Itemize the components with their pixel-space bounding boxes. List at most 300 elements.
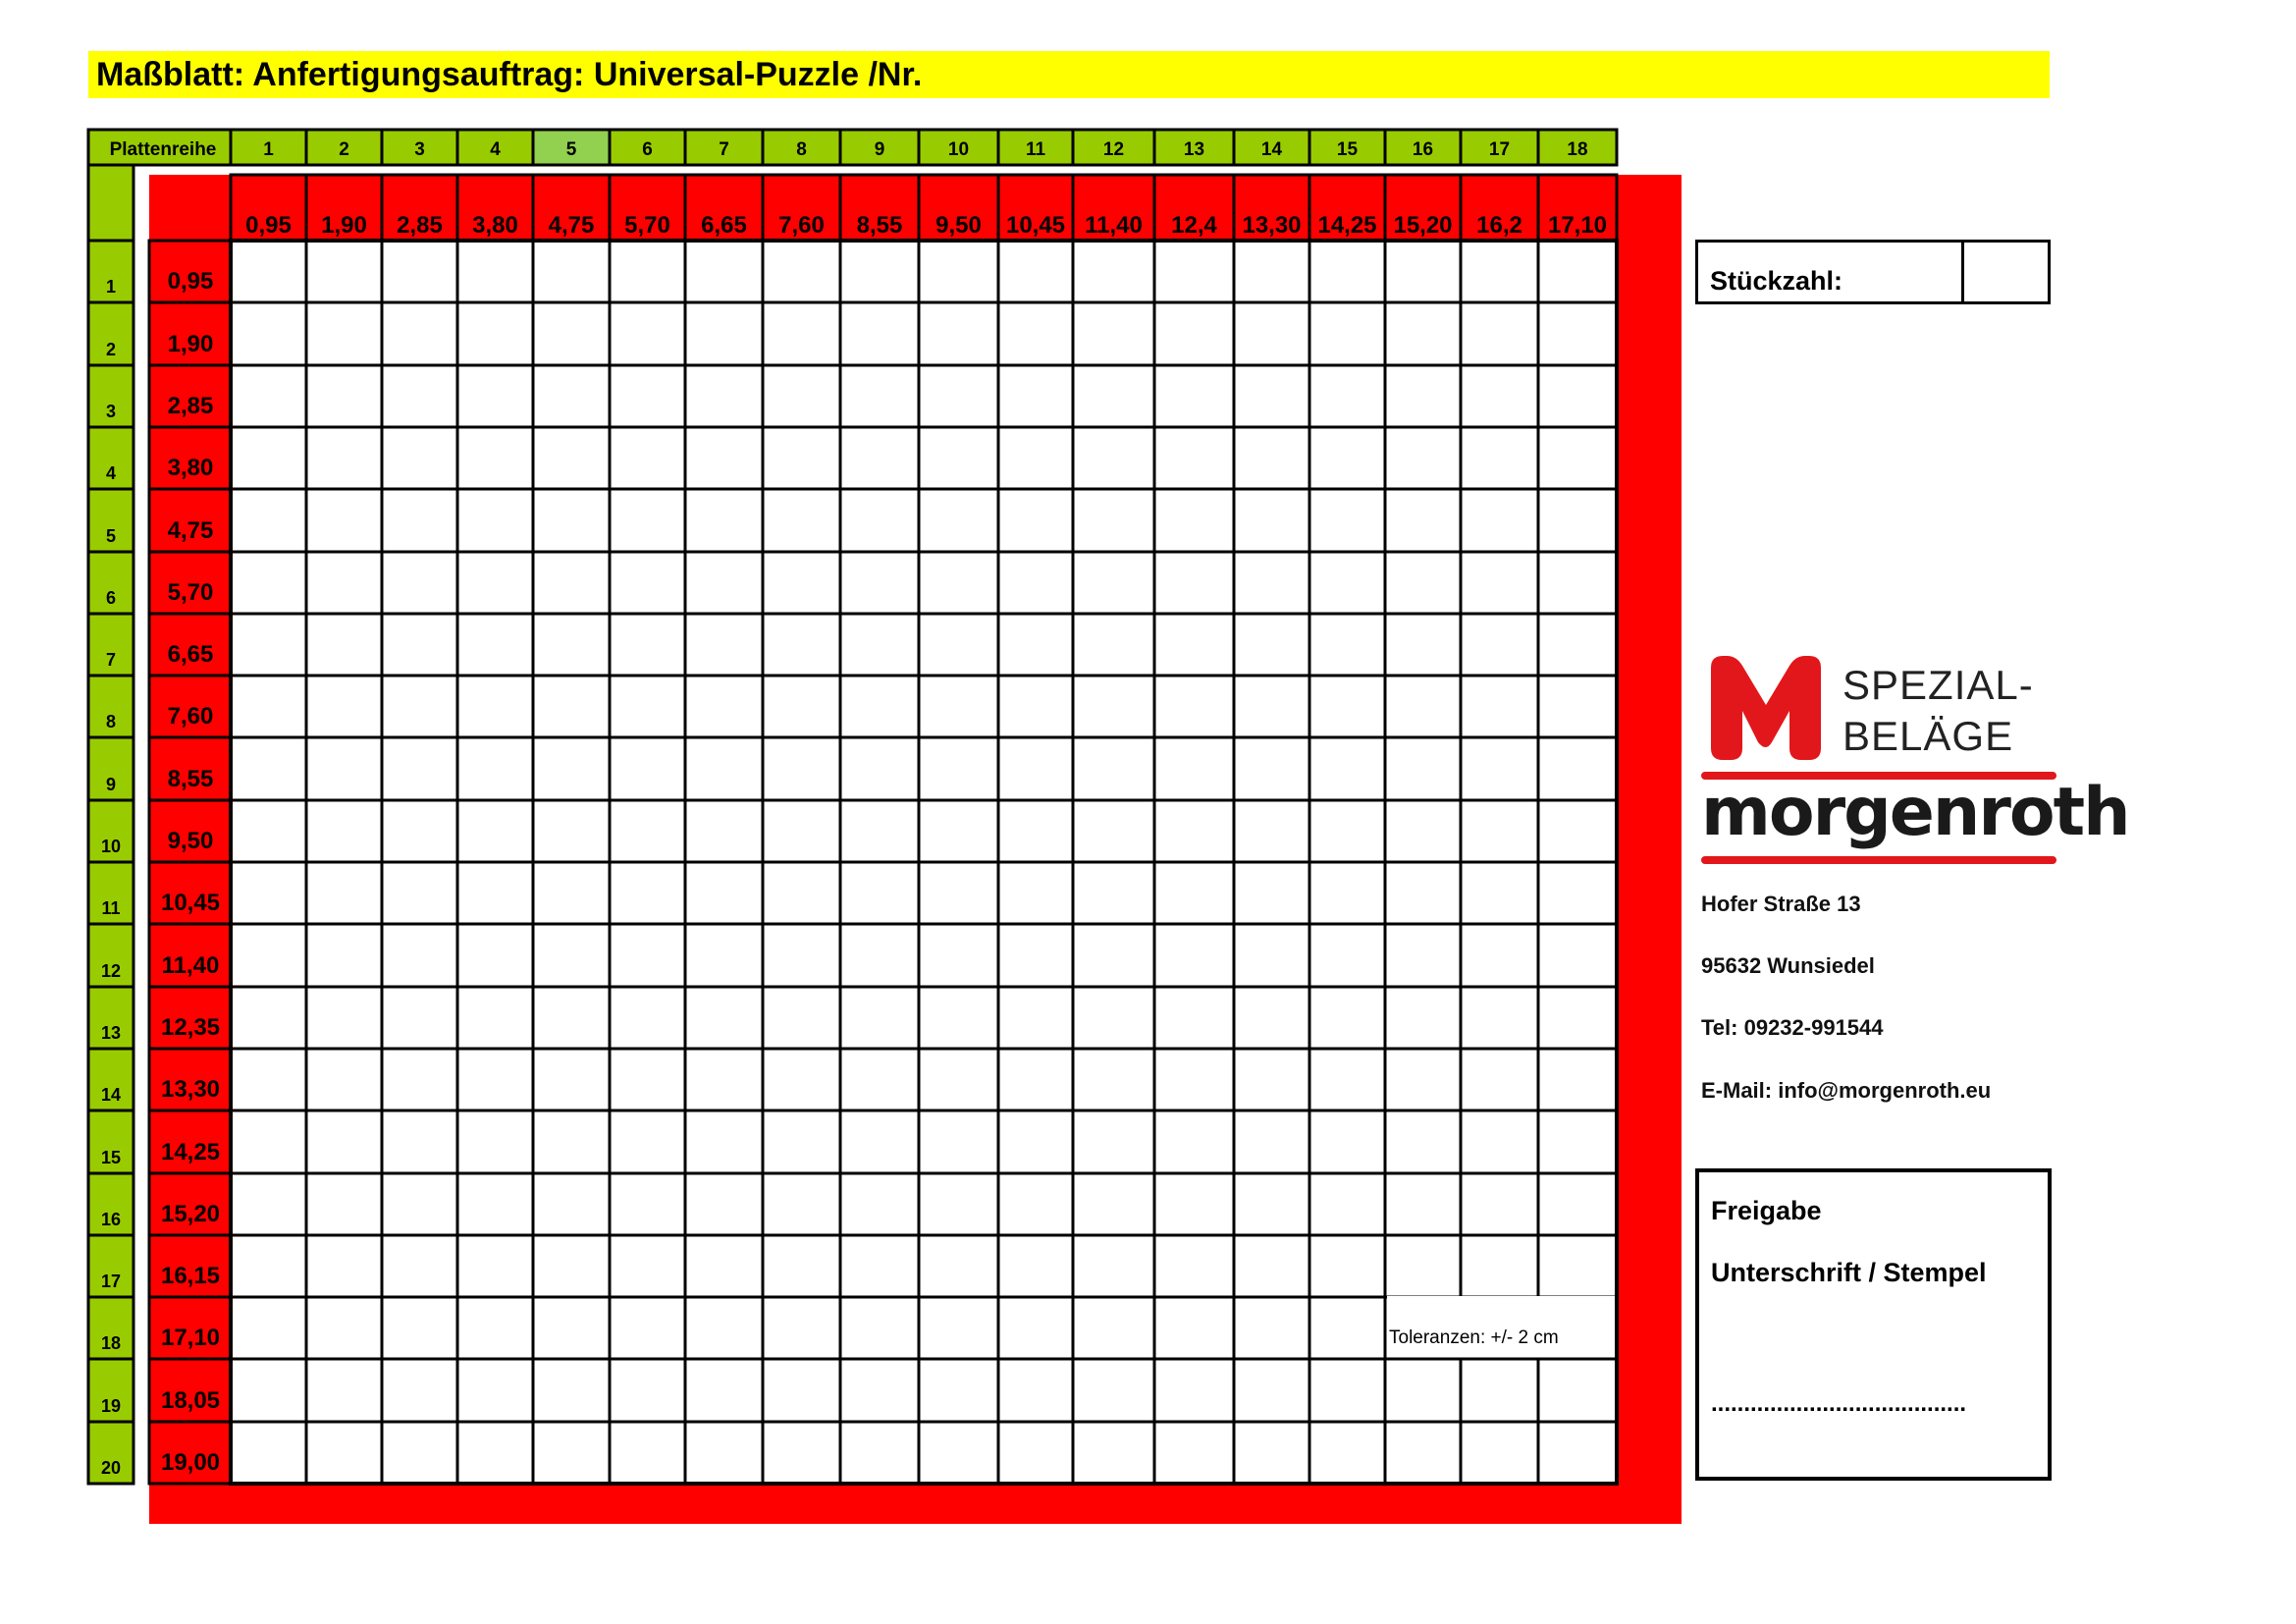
grid-cell[interactable] [457, 614, 533, 676]
grid-cell[interactable] [919, 302, 998, 365]
grid-cell[interactable] [1154, 1110, 1234, 1173]
grid-cell[interactable] [1461, 552, 1538, 614]
grid-cell[interactable] [685, 1235, 763, 1297]
grid-cell[interactable] [231, 987, 306, 1049]
grid-cell[interactable] [1385, 1235, 1461, 1297]
grid-cell[interactable] [685, 241, 763, 302]
grid-cell[interactable] [1309, 427, 1385, 489]
grid-cell[interactable] [840, 1110, 919, 1173]
grid-cell[interactable] [1461, 1110, 1538, 1173]
grid-cell[interactable] [1154, 489, 1234, 552]
grid-cell[interactable] [840, 1173, 919, 1235]
grid-cell[interactable] [685, 676, 763, 737]
grid-cell[interactable] [840, 365, 919, 427]
grid-cell[interactable] [685, 302, 763, 365]
grid-cell[interactable] [306, 1049, 382, 1110]
grid-cell[interactable] [998, 1049, 1073, 1110]
grid-cell[interactable] [1385, 614, 1461, 676]
grid-cell[interactable] [1461, 1049, 1538, 1110]
grid-cell[interactable] [457, 241, 533, 302]
grid-cell[interactable] [533, 676, 610, 737]
grid-cell[interactable] [840, 1049, 919, 1110]
grid-cell[interactable] [1234, 1422, 1309, 1484]
grid-cell[interactable] [533, 1110, 610, 1173]
grid-cell[interactable] [1538, 302, 1617, 365]
grid-cell[interactable] [610, 1297, 685, 1359]
grid-cell[interactable] [1461, 614, 1538, 676]
grid-cell[interactable] [1309, 862, 1385, 924]
grid-cell[interactable] [919, 1173, 998, 1235]
grid-cell[interactable] [1234, 552, 1309, 614]
grid-cell[interactable] [231, 365, 306, 427]
grid-cell[interactable] [919, 676, 998, 737]
grid-cell[interactable] [306, 987, 382, 1049]
grid-cell[interactable] [1234, 1235, 1309, 1297]
grid-cell[interactable] [1538, 800, 1617, 862]
grid-cell[interactable] [1073, 1173, 1154, 1235]
grid-cell[interactable] [840, 1359, 919, 1422]
grid-cell[interactable] [840, 489, 919, 552]
grid-cell[interactable] [610, 1110, 685, 1173]
grid-cell[interactable] [1234, 1173, 1309, 1235]
grid-cell[interactable] [610, 302, 685, 365]
grid-cell[interactable] [533, 552, 610, 614]
grid-cell[interactable] [763, 800, 840, 862]
grid-cell[interactable] [382, 737, 457, 800]
grid-cell[interactable] [231, 1422, 306, 1484]
grid-cell[interactable] [306, 676, 382, 737]
grid-cell[interactable] [306, 365, 382, 427]
grid-cell[interactable] [457, 862, 533, 924]
grid-cell[interactable] [998, 1297, 1073, 1359]
grid-cell[interactable] [1154, 924, 1234, 987]
grid-cell[interactable] [1234, 1359, 1309, 1422]
grid-cell[interactable] [457, 302, 533, 365]
grid-cell[interactable] [1073, 800, 1154, 862]
grid-cell[interactable] [840, 1235, 919, 1297]
grid-cell[interactable] [763, 614, 840, 676]
grid-cell[interactable] [1385, 489, 1461, 552]
grid-cell[interactable] [919, 1359, 998, 1422]
grid-cell[interactable] [1154, 427, 1234, 489]
grid-cell[interactable] [919, 489, 998, 552]
grid-cell[interactable] [306, 1297, 382, 1359]
grid-cell[interactable] [1385, 1173, 1461, 1235]
grid-cell[interactable] [919, 1110, 998, 1173]
grid-cell[interactable] [1154, 676, 1234, 737]
grid-cell[interactable] [231, 1235, 306, 1297]
grid-cell[interactable] [1461, 987, 1538, 1049]
grid-cell[interactable] [382, 427, 457, 489]
grid-cell[interactable] [1309, 1173, 1385, 1235]
grid-cell[interactable] [919, 241, 998, 302]
grid-cell[interactable] [763, 1110, 840, 1173]
grid-cell[interactable] [382, 1422, 457, 1484]
grid-cell[interactable] [1538, 1049, 1617, 1110]
grid-cell[interactable] [919, 737, 998, 800]
grid-cell[interactable] [919, 862, 998, 924]
grid-cell[interactable] [1234, 1297, 1309, 1359]
grid-cell[interactable] [1234, 800, 1309, 862]
grid-cell[interactable] [1385, 552, 1461, 614]
grid-cell[interactable] [685, 489, 763, 552]
grid-cell[interactable] [610, 1359, 685, 1422]
grid-cell[interactable] [685, 1359, 763, 1422]
grid-cell[interactable] [1538, 1173, 1617, 1235]
grid-cell[interactable] [998, 1422, 1073, 1484]
grid-cell[interactable] [1073, 737, 1154, 800]
grid-cell[interactable] [1461, 1359, 1538, 1422]
grid-cell[interactable] [1538, 987, 1617, 1049]
grid-cell[interactable] [231, 552, 306, 614]
grid-cell[interactable] [610, 241, 685, 302]
grid-cell[interactable] [1073, 1049, 1154, 1110]
grid-cell[interactable] [685, 614, 763, 676]
grid-cell[interactable] [1385, 737, 1461, 800]
grid-cell[interactable] [610, 1049, 685, 1110]
grid-cell[interactable] [231, 489, 306, 552]
grid-cell[interactable] [457, 552, 533, 614]
grid-cell[interactable] [1234, 365, 1309, 427]
grid-cell[interactable] [1309, 489, 1385, 552]
grid-cell[interactable] [1154, 614, 1234, 676]
grid-cell[interactable] [610, 924, 685, 987]
grid-cell[interactable] [1309, 1422, 1385, 1484]
grid-cell[interactable] [1234, 737, 1309, 800]
grid-cell[interactable] [919, 552, 998, 614]
grid-cell[interactable] [457, 676, 533, 737]
grid-cell[interactable] [533, 1359, 610, 1422]
grid-cell[interactable] [1538, 552, 1617, 614]
grid-cell[interactable] [1234, 1049, 1309, 1110]
grid-cell[interactable] [610, 1235, 685, 1297]
grid-cell[interactable] [763, 365, 840, 427]
grid-cell[interactable] [1461, 862, 1538, 924]
grid-cell[interactable] [1309, 552, 1385, 614]
grid-cell[interactable] [763, 1422, 840, 1484]
grid-cell[interactable] [1154, 1049, 1234, 1110]
grid-cell[interactable] [306, 427, 382, 489]
grid-cell[interactable] [1538, 1359, 1617, 1422]
grid-cell[interactable] [1309, 1110, 1385, 1173]
grid-cell[interactable] [763, 862, 840, 924]
grid-cell[interactable] [610, 427, 685, 489]
grid-cell[interactable] [306, 614, 382, 676]
grid-cell[interactable] [1385, 1110, 1461, 1173]
grid-cell[interactable] [1309, 987, 1385, 1049]
grid-cell[interactable] [685, 427, 763, 489]
grid-cell[interactable] [457, 737, 533, 800]
grid-cell[interactable] [1309, 1049, 1385, 1110]
grid-cell[interactable] [306, 552, 382, 614]
grid-cell[interactable] [306, 924, 382, 987]
grid-cell[interactable] [1461, 924, 1538, 987]
grid-cell[interactable] [1309, 800, 1385, 862]
grid-cell[interactable] [1154, 1235, 1234, 1297]
grid-cell[interactable] [840, 614, 919, 676]
grid-cell[interactable] [231, 1297, 306, 1359]
grid-cell[interactable] [382, 987, 457, 1049]
grid-cell[interactable] [998, 800, 1073, 862]
grid-cell[interactable] [457, 1297, 533, 1359]
grid-cell[interactable] [382, 489, 457, 552]
grid-cell[interactable] [685, 1173, 763, 1235]
grid-cell[interactable] [306, 800, 382, 862]
grid-cell[interactable] [231, 302, 306, 365]
grid-cell[interactable] [840, 552, 919, 614]
grid-cell[interactable] [1385, 676, 1461, 737]
grid-cell[interactable] [1461, 1235, 1538, 1297]
grid-cell[interactable] [1309, 365, 1385, 427]
grid-cell[interactable] [1309, 302, 1385, 365]
grid-cell[interactable] [1073, 614, 1154, 676]
grid-cell[interactable] [763, 241, 840, 302]
grid-cell[interactable] [1385, 302, 1461, 365]
grid-cell[interactable] [1073, 987, 1154, 1049]
grid-cell[interactable] [919, 614, 998, 676]
grid-cell[interactable] [382, 241, 457, 302]
grid-cell[interactable] [1073, 489, 1154, 552]
grid-cell[interactable] [1154, 862, 1234, 924]
grid-cell[interactable] [533, 614, 610, 676]
grid-cell[interactable] [840, 924, 919, 987]
grid-cell[interactable] [919, 365, 998, 427]
grid-cell[interactable] [1461, 365, 1538, 427]
grid-cell[interactable] [919, 987, 998, 1049]
grid-cell[interactable] [919, 1297, 998, 1359]
grid-cell[interactable] [457, 800, 533, 862]
grid-cell[interactable] [1385, 987, 1461, 1049]
grid-cell[interactable] [840, 427, 919, 489]
grid-cell[interactable] [1538, 1422, 1617, 1484]
grid-cell[interactable] [763, 987, 840, 1049]
grid-cell[interactable] [1385, 427, 1461, 489]
grid-cell[interactable] [685, 862, 763, 924]
grid-cell[interactable] [382, 862, 457, 924]
grid-cell[interactable] [685, 1422, 763, 1484]
grid-cell[interactable] [1154, 800, 1234, 862]
grid-cell[interactable] [1154, 365, 1234, 427]
grid-cell[interactable] [457, 1049, 533, 1110]
grid-cell[interactable] [998, 987, 1073, 1049]
grid-cell[interactable] [610, 552, 685, 614]
grid-cell[interactable] [998, 737, 1073, 800]
grid-cell[interactable] [1385, 924, 1461, 987]
grid-cell[interactable] [1461, 427, 1538, 489]
grid-cell[interactable] [763, 552, 840, 614]
grid-cell[interactable] [998, 924, 1073, 987]
grid-cell[interactable] [998, 1235, 1073, 1297]
grid-cell[interactable] [1461, 1173, 1538, 1235]
grid-cell[interactable] [231, 800, 306, 862]
grid-cell[interactable] [610, 676, 685, 737]
grid-cell[interactable] [1154, 987, 1234, 1049]
grid-cell[interactable] [533, 1235, 610, 1297]
grid-cell[interactable] [231, 1359, 306, 1422]
grid-cell[interactable] [763, 302, 840, 365]
grid-cell[interactable] [919, 924, 998, 987]
grid-cell[interactable] [1073, 1110, 1154, 1173]
grid-cell[interactable] [840, 737, 919, 800]
grid-cell[interactable] [1309, 241, 1385, 302]
grid-cell[interactable] [998, 614, 1073, 676]
grid-cell[interactable] [610, 1173, 685, 1235]
grid-cell[interactable] [382, 302, 457, 365]
grid-cell[interactable] [763, 427, 840, 489]
grid-cell[interactable] [1461, 489, 1538, 552]
grid-cell[interactable] [231, 241, 306, 302]
grid-cell[interactable] [685, 800, 763, 862]
grid-cell[interactable] [1073, 676, 1154, 737]
grid-cell[interactable] [1073, 1422, 1154, 1484]
grid-cell[interactable] [610, 800, 685, 862]
grid-cell[interactable] [840, 241, 919, 302]
grid-cell[interactable] [1538, 1110, 1617, 1173]
contact-email[interactable]: E-Mail: info@morgenroth.eu [1701, 1078, 1992, 1103]
grid-cell[interactable] [1154, 737, 1234, 800]
grid-cell[interactable] [382, 676, 457, 737]
grid-cell[interactable] [306, 489, 382, 552]
grid-cell[interactable] [533, 427, 610, 489]
grid-cell[interactable] [231, 924, 306, 987]
grid-cell[interactable] [763, 1049, 840, 1110]
grid-cell[interactable] [1538, 241, 1617, 302]
grid-cell[interactable] [1309, 1235, 1385, 1297]
grid-cell[interactable] [231, 676, 306, 737]
grid-cell[interactable] [306, 737, 382, 800]
grid-cell[interactable] [1234, 1110, 1309, 1173]
grid-cell[interactable] [840, 1297, 919, 1359]
grid-cell[interactable] [1154, 1297, 1234, 1359]
grid-cell[interactable] [610, 1422, 685, 1484]
grid-cell[interactable] [1309, 676, 1385, 737]
grid-cell[interactable] [998, 427, 1073, 489]
grid-cell[interactable] [457, 924, 533, 987]
grid-cell[interactable] [685, 737, 763, 800]
grid-cell[interactable] [382, 1110, 457, 1173]
grid-cell[interactable] [919, 800, 998, 862]
grid-cell[interactable] [840, 676, 919, 737]
grid-cell[interactable] [610, 862, 685, 924]
grid-cell[interactable] [610, 365, 685, 427]
grid-cell[interactable] [919, 1049, 998, 1110]
grid-cell[interactable] [1234, 489, 1309, 552]
grid-cell[interactable] [1461, 676, 1538, 737]
grid-cell[interactable] [840, 862, 919, 924]
grid-cell[interactable] [533, 924, 610, 987]
grid-cell[interactable] [998, 676, 1073, 737]
grid-cell[interactable] [1461, 800, 1538, 862]
grid-cell[interactable] [685, 924, 763, 987]
grid-cell[interactable] [231, 614, 306, 676]
grid-cell[interactable] [840, 302, 919, 365]
grid-cell[interactable] [306, 862, 382, 924]
grid-cell[interactable] [382, 1173, 457, 1235]
grid-cell[interactable] [763, 1359, 840, 1422]
grid-cell[interactable] [998, 365, 1073, 427]
grid-cell[interactable] [306, 1110, 382, 1173]
grid-cell[interactable] [306, 1422, 382, 1484]
grid-cell[interactable] [1073, 302, 1154, 365]
grid-cell[interactable] [533, 489, 610, 552]
grid-cell[interactable] [763, 1173, 840, 1235]
grid-cell[interactable] [919, 427, 998, 489]
grid-cell[interactable] [382, 552, 457, 614]
grid-cell[interactable] [533, 1049, 610, 1110]
grid-cell[interactable] [1385, 241, 1461, 302]
grid-cell[interactable] [998, 1359, 1073, 1422]
grid-cell[interactable] [457, 427, 533, 489]
grid-cell[interactable] [1234, 241, 1309, 302]
grid-cell[interactable] [1538, 737, 1617, 800]
grid-cell[interactable] [1309, 1359, 1385, 1422]
grid-cell[interactable] [1234, 862, 1309, 924]
grid-cell[interactable] [1073, 924, 1154, 987]
grid-cell[interactable] [1234, 924, 1309, 987]
grid-cell[interactable] [685, 365, 763, 427]
grid-cell[interactable] [533, 302, 610, 365]
signature-line[interactable]: ....................................... [1711, 1390, 1967, 1417]
grid-cell[interactable] [1385, 1422, 1461, 1484]
grid-cell[interactable] [998, 241, 1073, 302]
grid-cell[interactable] [1461, 1422, 1538, 1484]
grid-cell[interactable] [610, 737, 685, 800]
grid-cell[interactable] [382, 614, 457, 676]
grid-cell[interactable] [1154, 1173, 1234, 1235]
grid-cell[interactable] [998, 489, 1073, 552]
grid-cell[interactable] [533, 737, 610, 800]
grid-cell[interactable] [685, 987, 763, 1049]
grid-cell[interactable] [998, 552, 1073, 614]
grid-cell[interactable] [1385, 800, 1461, 862]
grid-cell[interactable] [1461, 302, 1538, 365]
grid-cell[interactable] [1309, 924, 1385, 987]
grid-cell[interactable] [457, 1173, 533, 1235]
grid-cell[interactable] [1309, 614, 1385, 676]
grid-cell[interactable] [840, 1422, 919, 1484]
grid-cell[interactable] [1073, 1359, 1154, 1422]
grid-cell[interactable] [1073, 1297, 1154, 1359]
grid-cell[interactable] [685, 1049, 763, 1110]
grid-cell[interactable] [1154, 1422, 1234, 1484]
grid-cell[interactable] [763, 737, 840, 800]
grid-cell[interactable] [533, 862, 610, 924]
grid-cell[interactable] [382, 1235, 457, 1297]
grid-cell[interactable] [998, 862, 1073, 924]
grid-cell[interactable] [1234, 427, 1309, 489]
grid-cell[interactable] [763, 676, 840, 737]
grid-cell[interactable] [457, 489, 533, 552]
grid-cell[interactable] [457, 1110, 533, 1173]
grid-cell[interactable] [1309, 737, 1385, 800]
grid-cell[interactable] [763, 489, 840, 552]
grid-cell[interactable] [1154, 1359, 1234, 1422]
grid-cell[interactable] [533, 365, 610, 427]
grid-cell[interactable] [1234, 614, 1309, 676]
grid-cell[interactable] [685, 552, 763, 614]
grid-cell[interactable] [231, 1173, 306, 1235]
grid-cell[interactable] [457, 1359, 533, 1422]
grid-cell[interactable] [610, 987, 685, 1049]
grid-cell[interactable] [457, 365, 533, 427]
grid-cell[interactable] [382, 800, 457, 862]
grid-cell[interactable] [306, 1173, 382, 1235]
grid-cell[interactable] [382, 924, 457, 987]
grid-cell[interactable] [306, 1359, 382, 1422]
grid-cell[interactable] [306, 1235, 382, 1297]
grid-cell[interactable] [919, 1422, 998, 1484]
grid-cell[interactable] [457, 987, 533, 1049]
